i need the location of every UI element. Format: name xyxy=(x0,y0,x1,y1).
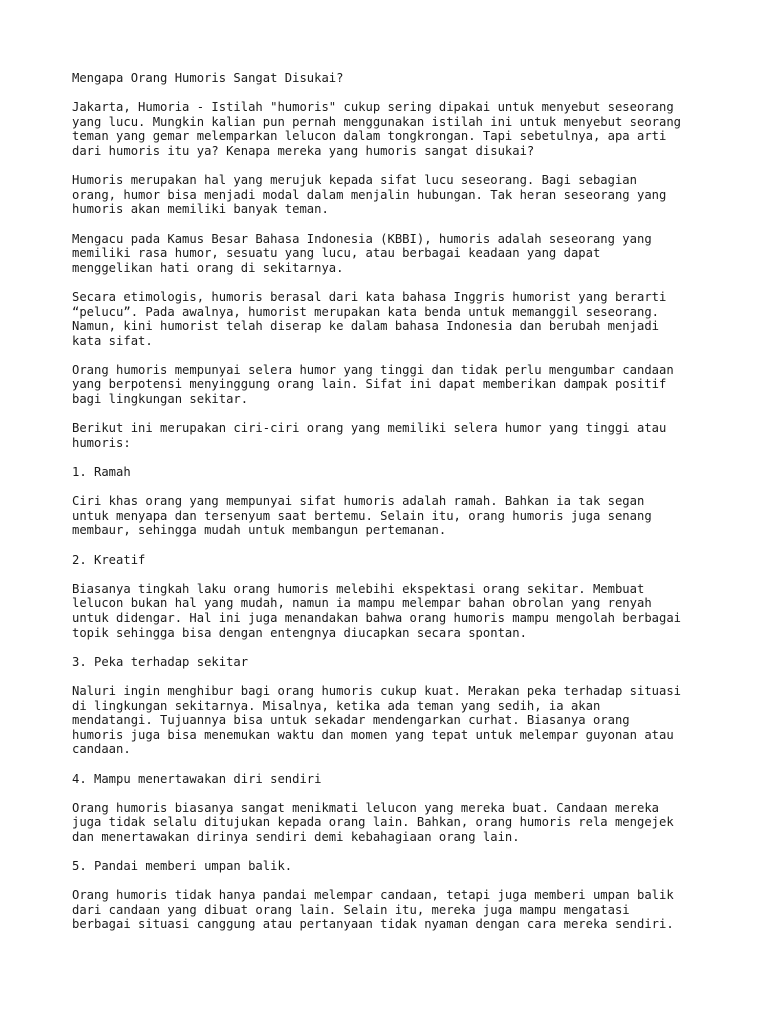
paragraph-etymology: Secara etimologis, humoris berasal dari kata bahasa Inggris humorist yang berarti “pelucu”. Pada awalnya, humorist merupakan kata benda untuk memanggil seseorang. Namun, kini humorist telah diserap ke dalam bahasa Indonesia dan berubah menjadi kata sifat. xyxy=(72,289,667,348)
list-body-5: Orang humoris tidak hanya pandai melempar candaan, tetapi juga memberi umpan balik dari candaan yang dibuat orang lain. Selain itu, mereka juga mampu mengatasi berbagai situasi canggung atau pertanyaan tidak nyaman dengan cara mereka sendiri. xyxy=(72,888,674,932)
paragraph-intro: Jakarta, Humoria - Istilah "humoris" cukup sering dipakai untuk menyebut seseorang yang lucu. Mungkin kalian pun pernah menggunakan istilah ini untuk menyebut seorang teman yang gemar melemparkan lelucon dalam tongkrongan. Tapi sebetulnya, apa arti dari humoris itu ya? Kenapa mereka yang humoris sangat disukai? xyxy=(72,100,682,158)
list-heading-5: 5. Pandai memberi umpan balik. xyxy=(72,859,293,874)
list-body-3: Naluri ingin menghibur bagi orang humoris cukup kuat. Merakan peka terhadap situasi di lingkungan sekitarnya. Misalnya, ketika ada teman yang sedih, ia akan mendatangi. Tujuannya bisa untuk sekadar mendengarkan curhat. Biasanya orang humoris juga bisa menemukan waktu dan momen yang tepat untuk melempar guyonan atau candaan. xyxy=(72,683,682,757)
list-heading-4: 4. Mampu menertawakan diri sendiri xyxy=(72,771,322,786)
document-title: Mengapa Orang Humoris Sangat Disukai? xyxy=(72,71,344,85)
list-heading-2: 2. Kreatif xyxy=(72,552,146,567)
paragraph-definition: Humoris merupakan hal yang merujuk kepada sifat lucu seseorang. Bagi sebagian orang, humor bisa menjadi modal dalam menjalin hubungan. Tak heran seseorang yang humoris akan memiliki banyak teman. xyxy=(72,173,667,217)
paragraph-humor-taste: Orang humoris mempunyai selera humor yang tinggi dan tidak perlu mengumbar candaan yang berpotensi menyinggung orang lain. Sifat ini dapat memberikan dampak positif bagi lingkungan sekitar. xyxy=(72,362,674,407)
list-body-2: Biasanya tingkah laku orang humoris melebihi ekspektasi orang sekitar. Membuat lelucon bukan hal yang mudah, namun ia mampu melempar bahan obrolan yang renyah untuk didengar. Hal ini juga menandakan bahwa orang humoris mampu mengolah berbagai topik sehingga bisa dengan entengnya diucapkan secara spontan. xyxy=(72,581,682,640)
list-body-4: Orang humoris biasanya sangat menikmati lelucon yang mereka buat. Candaan mereka juga tidak selalu ditujukan kepada orang lain. Bahkan, orang humoris rela mengejek dan menertawakan dirinya sendiri demi kebahagiaan orang lain. xyxy=(72,800,674,844)
list-heading-1: 1. Ramah xyxy=(72,465,131,480)
paragraph-kbbi: Mengacu pada Kamus Besar Bahasa Indonesia (KBBI), humoris adalah seseorang yang memiliki rasa humor, sesuatu yang lucu, atau berbagai keadaan yang dapat menggelikan hati orang di sekitarnya. xyxy=(72,231,652,275)
paragraph-list-intro: Berikut ini merupakan ciri-ciri orang yang memiliki selera humor yang tinggi atau humoris: xyxy=(72,421,667,450)
document-page xyxy=(72,71,712,947)
list-body-1: Ciri khas orang yang mempunyai sifat humoris adalah ramah. Bahkan ia tak segan untuk menyapa dan tersenyum saat bertemu. Selain itu, orang humoris juga senang membaur, sehingga mudah untuk membangun pertemanan. xyxy=(72,494,652,538)
list-heading-3: 3. Peka terhadap sekitar xyxy=(72,654,249,669)
